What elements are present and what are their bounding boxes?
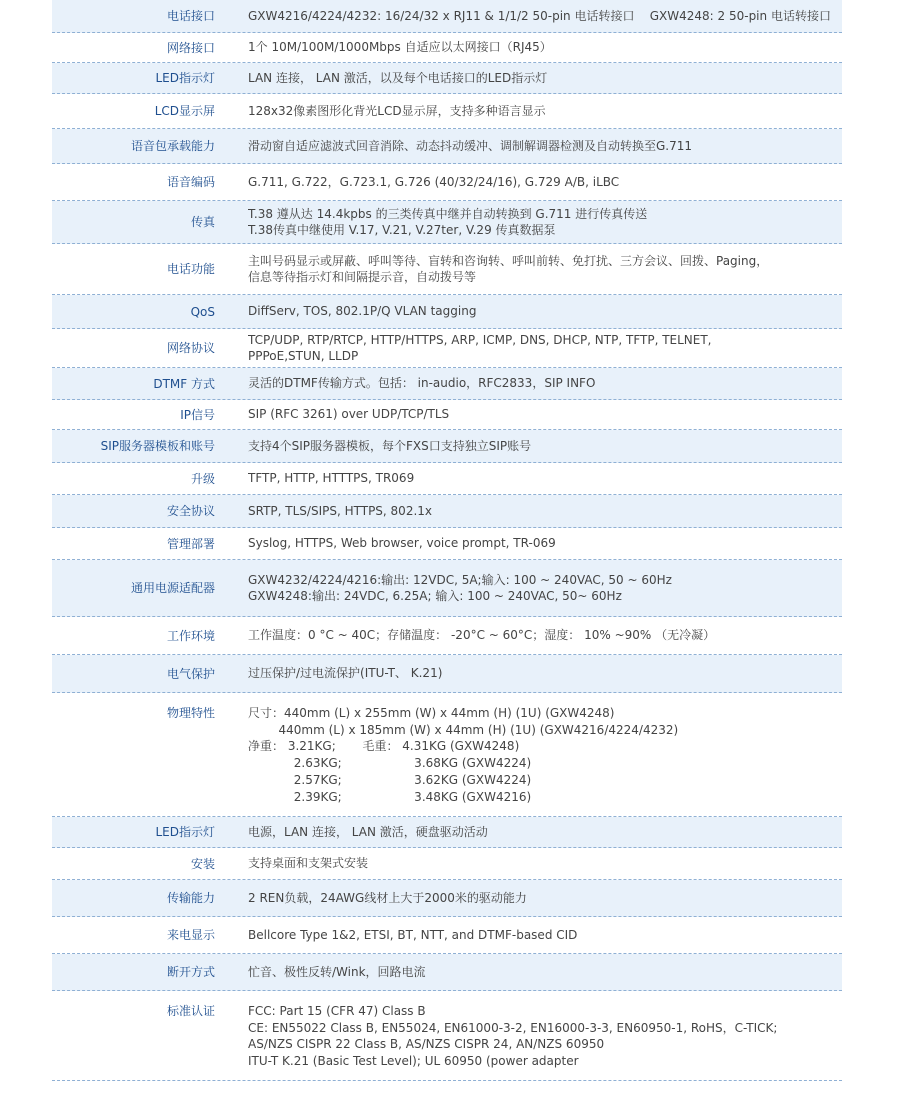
spec-row <box>52 164 842 201</box>
spec-row <box>52 400 842 430</box>
spec-row <box>52 560 842 617</box>
spec-value: TFTP, HTTP, HTTTPS, TR069 <box>248 471 415 486</box>
spec-row <box>52 880 842 917</box>
spec-label: 工作环境 <box>166 628 215 643</box>
spec-label: 语音编码 <box>166 175 215 189</box>
spec-value: Bellcore Type 1&2, ETSI, BT, NTT, and DTMF-based CID <box>248 927 578 942</box>
spec-label: 管理部署 <box>166 536 215 551</box>
spec-label: 物理特性 <box>166 706 215 720</box>
spec-row <box>52 848 842 880</box>
spec-value: 2 REN负载，24AWG线材上大于2000米的驱动能力 <box>248 890 527 905</box>
spec-label: 升级 <box>190 471 215 486</box>
spec-value: 主叫号码显示或屏蔽、呼叫等待、盲转和咨询转、呼叫前转、免打扰、三方会议、回拨、Paging， 信息等待指示灯和间隔提示音，自动拨号等 <box>248 253 769 284</box>
spec-row <box>52 463 842 495</box>
spec-label: 电话接口 <box>166 9 215 23</box>
spec-label: 来电显示 <box>166 928 215 942</box>
spec-row <box>52 991 842 1081</box>
spec-value: 支持桌面和支架式安装 <box>248 856 369 871</box>
spec-row <box>52 655 842 693</box>
spec-label: 断开方式 <box>166 965 215 979</box>
spec-row <box>52 693 842 817</box>
spec-value: 1个 10M/100M/1000Mbps 自适应以太网接口（RJ45） <box>248 40 552 55</box>
spec-value: SRTP, TLS/SIPS, HTTPS, 802.1x <box>248 503 433 518</box>
spec-label: 传真 <box>190 215 215 229</box>
spec-label: 安全协议 <box>166 504 215 518</box>
spec-label: IP信号 <box>180 407 215 422</box>
spec-value: SIP (RFC 3261) over UDP/TCP/TLS <box>248 407 450 422</box>
spec-row <box>52 0 842 33</box>
spec-label: 电气保护 <box>166 666 215 681</box>
spec-value: Syslog, HTTPS, Web browser, voice prompt, TR-069 <box>248 536 556 551</box>
spec-value: 尺寸：440mm (L) x 255mm (W) x 44mm (H) (1U) (GXW4248) 440mm (L) x 185mm (W) x 44mm (H) (1U) (GXW4216/4224/4232) 净重： 3.21KG; 毛重： 4.31KG (GXW4248) 2.63KG; 3.68KG (GXW4224) 2.57KG; 3.62KG (GXW4224) 2.39KG; 3.48KG (GXW4216) <box>248 706 679 804</box>
spec-label: LCD显示屏 <box>154 104 215 118</box>
spec-value: 灵活的DTMF传输方式。包括： in-audio，RFC2833，SIP INFO <box>248 376 596 391</box>
spec-row <box>52 528 842 560</box>
spec-value: 过压保护/过电流保护(ITU-T、 K.21) <box>248 666 443 681</box>
spec-label: 网络接口 <box>166 40 215 55</box>
spec-row <box>52 430 842 463</box>
spec-label: 网络协议 <box>166 341 215 355</box>
spec-row <box>52 368 842 400</box>
spec-row <box>52 617 842 655</box>
spec-value: TCP/UDP, RTP/RTCP, HTTP/HTTPS, ARP, ICMP, DNS, DHCP, NTP, TFTP, TELNET, PPPoE,STUN, LLDP <box>248 332 712 363</box>
spec-label: SIP服务器模板和账号 <box>100 439 215 453</box>
spec-value: GXW4232/4224/4216:输出: 12VDC, 5A;输入: 100 ~ 240VAC, 50 ~ 60Hz GXW4248:输出: 24VDC, 6.25A; 输入: 100 ~ 240VAC, 50~ 60Hz <box>248 572 672 603</box>
spec-row <box>52 295 842 329</box>
spec-row <box>52 329 842 368</box>
spec-label: 安装 <box>190 856 215 871</box>
spec-label: LED指示灯 <box>155 71 215 85</box>
spec-row <box>52 817 842 848</box>
spec-row <box>52 495 842 528</box>
spec-value: 电源，LAN 连接， LAN 激活，硬盘驱动活动 <box>248 824 488 839</box>
spec-value: 支持4个SIP服务器模板，每个FXS口支持独立SIP账号 <box>248 438 532 453</box>
spec-row <box>52 201 842 244</box>
spec-row <box>52 954 842 991</box>
spec-value: T.38 遵从达 14.4kpbs 的三类传真中继并自动转换到 G.711 进行传真传送 T.38传真中继使用 V.17, V.21, V.27ter, V.29 传真数据泵 <box>248 206 648 237</box>
spec-row <box>52 917 842 954</box>
spec-label: 电话功能 <box>166 262 215 276</box>
spec-table <box>52 0 842 1081</box>
spec-row <box>52 244 842 295</box>
spec-label: QoS <box>190 304 215 319</box>
spec-label: 标准认证 <box>166 1004 215 1018</box>
spec-row <box>52 94 842 129</box>
spec-value: 忙音、极性反转/Wink，回路电流 <box>248 964 426 979</box>
spec-label: 语音包承载能力 <box>130 139 215 153</box>
spec-label: 通用电源适配器 <box>130 581 215 595</box>
spec-value: DiffServ, TOS, 802.1P/Q VLAN tagging <box>248 304 477 319</box>
spec-value: G.711, G.722，G.723.1, G.726 (40/32/24/16), G.729 A/B, iLBC <box>248 174 620 189</box>
spec-label: 传输能力 <box>166 891 215 905</box>
spec-value: LAN 连接， LAN 激活，以及每个电话接口的LED指示灯 <box>248 70 548 85</box>
spec-value: FCC: Part 15 (CFR 47) Class B CE: EN55022 Class B, EN55024, EN61000-3-2, EN16000-3-3, EN60950-1, RoHS，C-TICK; AS/NZS CISPR 22 Class B, AS/NZS CISPR 24, AN/NZS 60950 ITU-T K.21 (Basic Test Level); UL 60950 (power adapter <box>248 1004 778 1069</box>
spec-value: 工作温度：0 °C ~ 40C；存储温度： -20°C ~ 60°C；湿度： 10% ~90% （无冷凝） <box>248 628 716 643</box>
spec-value: 128x32像素图形化背光LCD显示屏，支持多种语言显示 <box>248 103 546 118</box>
spec-row <box>52 33 842 63</box>
spec-value: 滑动窗自适应滤波式回音消除、动态抖动缓冲、调制解调器检测及自动转换至G.711 <box>248 138 693 153</box>
spec-label: LED指示灯 <box>155 825 215 839</box>
spec-label: DTMF 方式 <box>153 376 215 391</box>
spec-row <box>52 63 842 94</box>
spec-value: GXW4216/4224/4232: 16/24/32 x RJ11 & 1/1/2 50-pin 电话转接口 GXW4248: 2 50-pin 电话转接口 <box>248 8 831 23</box>
spec-row <box>52 129 842 164</box>
